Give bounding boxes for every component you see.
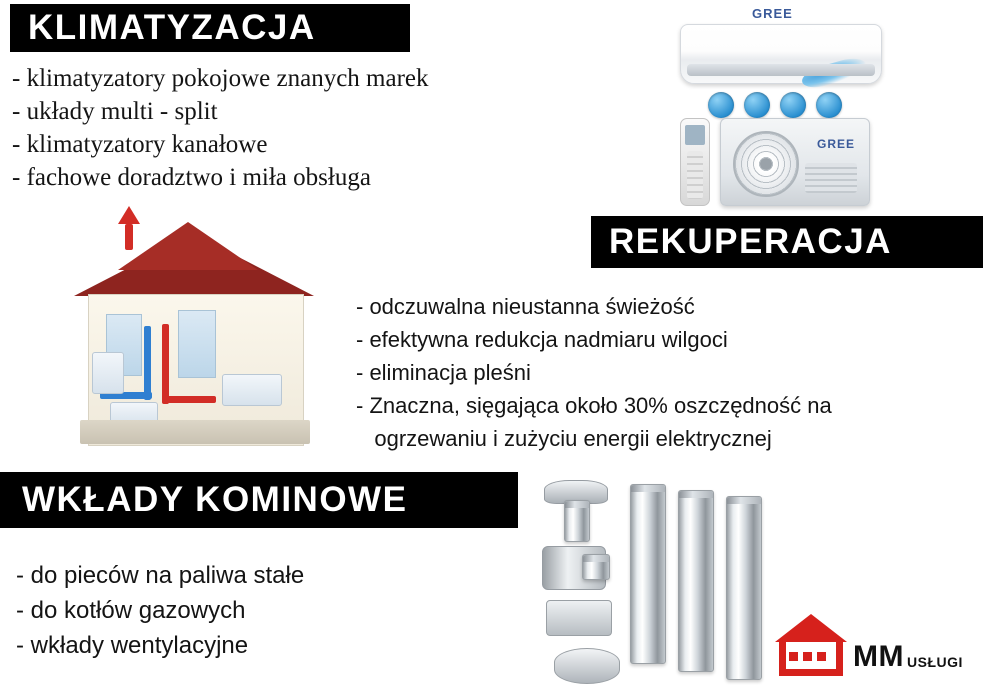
list-item: - wkłady wentylacyjne	[16, 632, 249, 659]
list-item: - klimatyzatory kanałowe	[12, 131, 268, 158]
ac-outdoor-unit-icon	[720, 118, 870, 206]
list-item: - układy multi - split	[12, 98, 218, 125]
logo-square-3	[817, 652, 826, 661]
logo-subtitle: USŁUGI	[907, 654, 963, 670]
company-logo	[775, 612, 975, 684]
list-item: - do kotłów gazowych	[16, 597, 246, 624]
list-item: - efektywna redukcja nadmiaru wilgoci	[356, 327, 728, 352]
list-item: - eliminacja pleśni	[356, 360, 531, 385]
return-duct-vertical	[144, 326, 151, 400]
liner-pipe-1	[630, 484, 666, 664]
wklady-kominowe-banner-label: WKŁADY KOMINOWE	[22, 480, 408, 519]
cowl-stem	[564, 500, 590, 542]
rekuperacja-list	[356, 290, 976, 455]
feature-icon-3	[780, 92, 806, 118]
wklady-kominowe-list	[16, 558, 476, 663]
wklady-kominowe-banner	[0, 472, 518, 528]
logo-square-2	[803, 652, 812, 661]
remote-keypad	[687, 151, 703, 199]
supply-duct-horizontal	[162, 396, 216, 403]
feature-icon-1	[708, 92, 734, 118]
window-center	[178, 310, 216, 378]
feature-icon-4	[816, 92, 842, 118]
list-item: - fachowe doradztwo i miła obsługa	[12, 164, 371, 191]
feature-icon-2	[744, 92, 770, 118]
house-roof-upper	[118, 222, 258, 270]
gree-brand-unit: GREE	[816, 137, 855, 151]
rekuperacja-banner	[591, 216, 983, 268]
remote-screen	[685, 125, 705, 145]
klimatyzacja-banner-label: KLIMATYZACJA	[28, 8, 316, 47]
oval-adapter-icon	[554, 648, 620, 684]
logo-roof-icon	[775, 614, 847, 642]
klimatyzacja-banner	[10, 4, 410, 52]
list-item: - do pieców na paliwa stałe	[16, 562, 305, 589]
house-base	[80, 420, 310, 444]
unit-vents	[805, 163, 857, 193]
recuperator-unit	[92, 352, 124, 394]
fan-grille-icon	[733, 131, 799, 197]
klimatyzacja-list	[12, 62, 592, 194]
liner-pipe-3	[726, 496, 762, 680]
gree-brand-top: GREE	[752, 6, 793, 21]
liner-pipe-2	[678, 490, 714, 672]
house-ventilation-illustration	[70, 206, 360, 468]
supply-duct-vertical	[162, 324, 169, 404]
rekuperacja-banner-label: REKUPERACJA	[609, 222, 892, 261]
tee-branch	[582, 554, 610, 580]
ac-indoor-unit-icon	[680, 24, 882, 84]
logo-name: MM	[853, 640, 904, 673]
list-item: - klimatyzatory pokojowe znanych marek	[12, 65, 429, 92]
flashing-plate-icon	[546, 600, 612, 636]
list-item: - odczuwalna nieustanna świeżość	[356, 294, 695, 319]
list-item: - Znaczna, sięgająca około 30% oszczędność na	[356, 393, 832, 418]
logo-square-1	[789, 652, 798, 661]
airflow-swoosh-icon	[800, 54, 869, 91]
air-conditioner-illustration	[660, 0, 983, 210]
remote-control-icon	[680, 118, 710, 206]
ac-feature-buttons	[708, 92, 842, 118]
list-item: ogrzewaniu i zużyciu energii elektrycznej	[356, 426, 772, 451]
room-diffuser	[222, 374, 282, 406]
